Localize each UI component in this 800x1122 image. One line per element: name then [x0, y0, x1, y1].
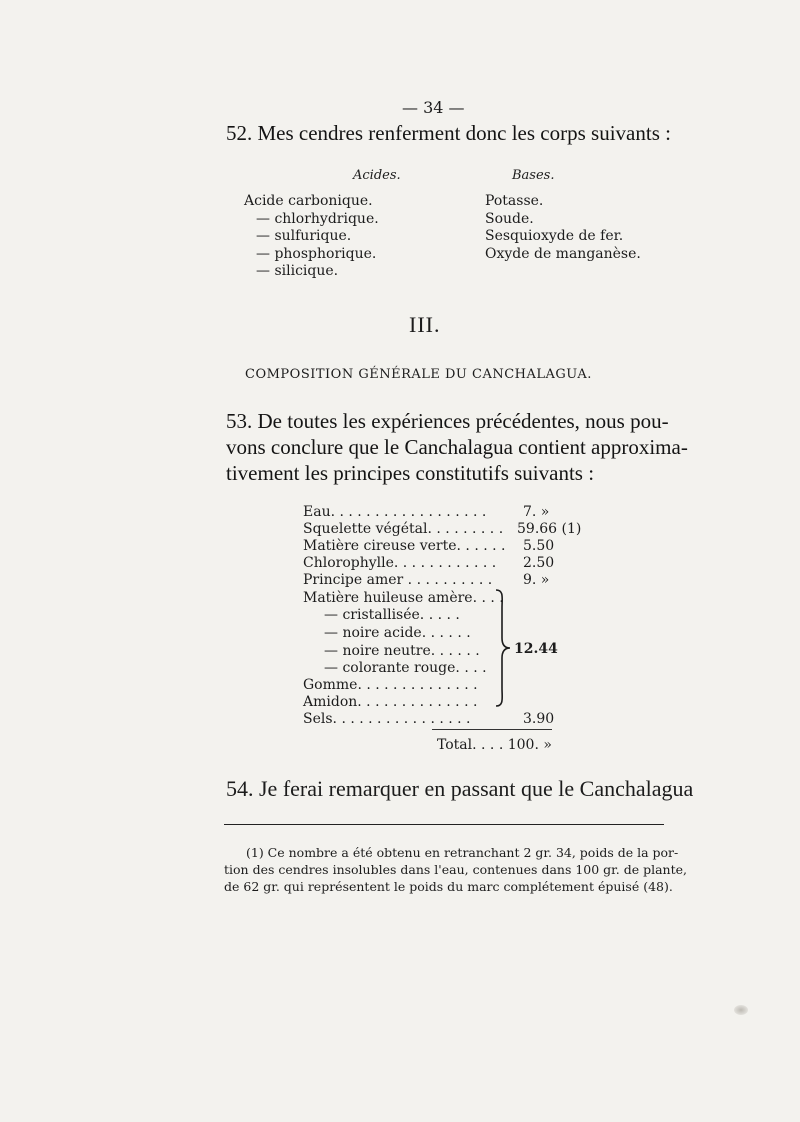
section-number: III. [409, 312, 441, 337]
row-value: 2.50 [523, 555, 555, 571]
acides-heading: Acides. [353, 168, 401, 183]
acid-item: — phosphorique. [256, 245, 377, 262]
brace-total-value: 12.44 [514, 641, 558, 657]
footnote-divider [224, 824, 664, 825]
base-item: Soude. [485, 210, 534, 227]
row-label: Gomme. . . . . . . . . . . . . . [303, 677, 478, 693]
row-value: 9. » [523, 572, 550, 588]
acid-item: — silicique. [256, 263, 339, 279]
row-label: — colorante rouge. . . . [324, 660, 487, 676]
paragraph-line: vons conclure que le Canchalagua contient approxima- [226, 435, 688, 459]
row-label: — noire neutre. . . . . . [324, 643, 480, 659]
footnote-line: (1) Ce nombre a été obtenu en retranchant 2 gr. 34, poids de la por- [246, 845, 679, 860]
footnote-line: tion des cendres insolubles dans l'eau, contenues dans 100 gr. de plante, [224, 862, 687, 877]
paragraph-54: 54. Je ferai remarquer en passant que le Canchalagua [226, 776, 694, 801]
row-label: — cristallisée. . . . . [324, 607, 460, 623]
row-value: 5.50 [523, 538, 555, 554]
base-item: Oxyde de manganèse. [485, 245, 641, 262]
row-label: Matière huileuse amère. . . . [303, 590, 504, 606]
acid-item: Acide carbonique. [244, 193, 373, 209]
row-label: Eau. . . . . . . . . . . . . . . . . . [303, 504, 487, 520]
acid-item: — chlorhydrique. [256, 210, 379, 227]
bases-list [485, 193, 641, 263]
section-title: COMPOSITION GÉNÉRALE DU CANCHALAGUA. [245, 367, 592, 382]
footnote-line: de 62 gr. qui représentent le poids du marc complétement épuisé (48). [224, 879, 673, 894]
row-label: — noire acide. . . . . . [324, 625, 471, 641]
paper-smudge [734, 1005, 748, 1015]
row-value: 3.90 [523, 711, 555, 727]
brace-bracket [494, 588, 514, 708]
total-rule [432, 729, 552, 730]
base-item: Potasse. [485, 193, 544, 209]
paragraph-52: 52. Mes cendres renferment donc les corps suivants : [226, 121, 671, 145]
row-value: 7. » [523, 504, 550, 520]
row-label: Matière cireuse verte. . . . . . [303, 538, 506, 554]
row-label: Amidon. . . . . . . . . . . . . . [303, 694, 478, 710]
paragraph-line: tivement les principes constitutifs suivants : [226, 461, 595, 485]
row-label: Sels. . . . . . . . . . . . . . . . [303, 711, 471, 727]
acides-list [244, 193, 379, 281]
paragraph-line: 53. De toutes les expériences précédentes, nous pou- [226, 409, 669, 433]
bases-heading: Bases. [512, 168, 555, 183]
footnote [224, 844, 687, 895]
row-label: Chlorophylle. . . . . . . . . . . . [303, 555, 497, 571]
row-label: Squelette végétal. . . . . . . . . [303, 521, 504, 537]
row-value: 59.66 (1) [517, 521, 582, 537]
row-label: Principe amer . . . . . . . . . . [303, 572, 493, 588]
page-number: — 34 — [402, 98, 465, 117]
acid-item: — sulfurique. [256, 228, 352, 244]
base-item: Sesquioxyde de fer. [485, 228, 624, 244]
total-row: Total. . . . 100. » [437, 737, 552, 753]
paragraph-53 [226, 408, 688, 486]
